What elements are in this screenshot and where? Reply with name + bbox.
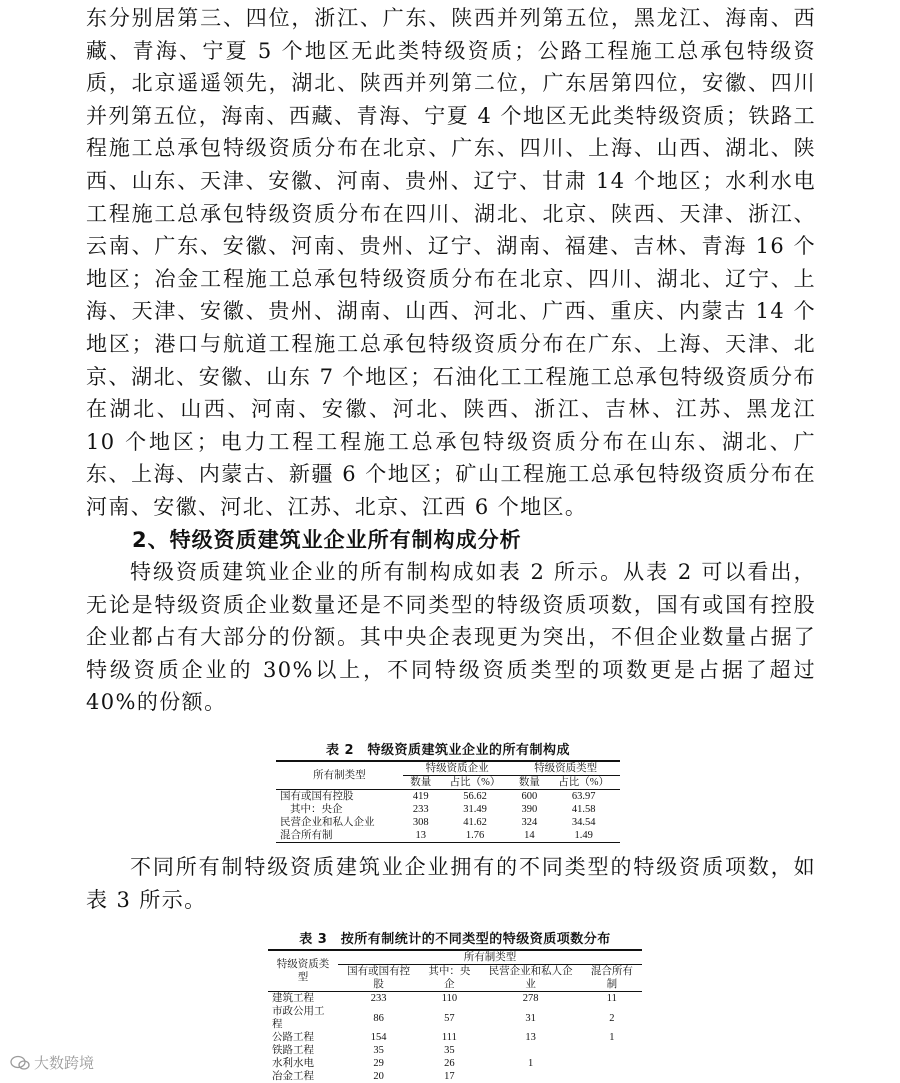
table-cell: 41.62 (463, 817, 487, 829)
table-cell: 1.76 (465, 830, 485, 842)
column-header: 国有或国有控股 (338, 965, 419, 992)
column-header: 占比（%） (547, 776, 620, 790)
column-header: 数量 (511, 776, 547, 790)
column-header: 民营企业和私人企业 (480, 965, 582, 992)
table-cell: 13 (415, 830, 427, 842)
table-row (268, 1031, 642, 1044)
table-cell: 56.62 (463, 791, 487, 803)
qualification-distribution-table (268, 949, 642, 1083)
table-cell: 1 (609, 1032, 615, 1044)
table-row (276, 829, 620, 843)
table-cell: 308 (412, 817, 429, 829)
table-row (276, 803, 620, 816)
row-label: 铁路工程 (272, 1045, 314, 1057)
row-label: 建筑工程 (272, 993, 314, 1005)
section-heading: 2、特级资质建筑业企业所有制构成分析 (132, 527, 522, 552)
table-cell: 34.54 (571, 817, 596, 829)
table-cell: 1.49 (574, 830, 593, 842)
column-group-header: 所有制类型 (338, 950, 642, 965)
table-cell: 86 (373, 1012, 384, 1024)
table-cell: 35 (373, 1045, 384, 1057)
table-cell: 600 (521, 791, 538, 803)
table-cell: 17 (444, 1071, 455, 1083)
table-cell: 35 (444, 1045, 455, 1057)
table-cell: 31.49 (463, 804, 487, 816)
column-header: 所有制类型 (276, 761, 403, 790)
table-cell: 26 (444, 1058, 455, 1070)
row-label: 水利水电 (272, 1058, 314, 1070)
table-cell: 324 (521, 817, 538, 829)
table-cell: 31 (525, 1012, 536, 1024)
table-cell: 29 (373, 1058, 384, 1070)
table-cell: 14 (524, 830, 535, 842)
table-cell: 20 (373, 1071, 384, 1083)
table-cell (582, 1070, 642, 1083)
table-caption: 表 2 特级资质建筑业企业的所有制构成 (325, 743, 571, 759)
column-header: 特级资质类型 (268, 950, 338, 992)
table-row (268, 1070, 642, 1083)
body-paragraph: 东分别居第三、四位，浙江、广东、陕西并列第五位，黑龙江、海南、西藏、青海、宁夏 5 个地区无此类特级资质；公路工程施工总承包特级资质，北京遥遥领先，湖北、陕西并列第二位，广东居第四位，安徽、四川并列第五位，海南、西藏、青海、宁夏 4 个地区无此类特级资质；铁路工程施工总承包特级资质分布在北京、广东、四川、上海、山西、湖北、陕西、山东、天津、安徽、河南、贵州、辽宁、甘肃 14 个地区；水利水电工程施工总承包特级资质分布在四川、湖北、北京、陕西、天津、浙江、云南、广东、安徽、河南、贵州、辽宁、湖南、福建、吉林、青海 16 个地区；冶金工程施工总承包特级资质分布在北京、四川、湖北、辽宁、上海、天津、安徽、贵州、湖南、山西、河北、广西、重庆、内蒙古 14 个地区；港口与航道工程施工总承包特级资质分布在广东、上海、天津、北京、湖北、安徽、山东 7 个地区；石油化工工程施工总承包特级资质分布在湖北、山西、河南、安徽、河北、陕西、浙江、吉林、江苏、黑龙江 10 个地区；电力工程工程施工总承包特级资质分布在山东、湖北、广东、上海、内蒙古、新疆 6 个地区；矿山工程施工总承包特级资质分布在河南、安徽、河北、江苏、北京、江西 6 个地区。 (86, 6, 816, 519)
table-cell: 111 (441, 1032, 457, 1044)
watermark-text: 大数跨境 (34, 1054, 95, 1072)
table-cell: 110 (441, 993, 458, 1005)
table-cell (480, 1044, 582, 1057)
row-label: 公路工程 (272, 1032, 314, 1044)
column-group-header: 特级资质类型 (511, 761, 620, 776)
ownership-table (276, 760, 620, 843)
column-header: 数量 (403, 776, 439, 790)
table-row (268, 1057, 642, 1070)
table-cell (582, 1044, 642, 1057)
document-page (86, 2, 816, 1083)
table-row (268, 1044, 642, 1057)
row-label: 冶金工程 (272, 1071, 314, 1083)
row-label: 其中：央企 (290, 804, 343, 816)
table-cell: 63.97 (571, 791, 596, 803)
table-cell: 278 (522, 993, 539, 1005)
row-label: 混合所有制 (280, 830, 333, 842)
table-caption: 表 3 按所有制统计的不同类型的特级资质项数分布 (299, 932, 611, 948)
table-cell: 1 (528, 1058, 534, 1070)
table-row (276, 790, 620, 804)
table-2 (276, 739, 620, 843)
column-header: 混合所有制 (582, 965, 642, 992)
table-cell: 233 (370, 993, 387, 1005)
column-header: 占比（%） (439, 776, 512, 790)
table-3 (268, 928, 642, 1083)
table-cell: 57 (444, 1012, 455, 1024)
table-cell: 419 (412, 791, 429, 803)
column-header: 其中：央企 (419, 965, 479, 992)
table-row (276, 816, 620, 829)
row-label: 市政公用工程 (272, 1006, 325, 1031)
table-row (268, 992, 642, 1006)
body-paragraph: 不同所有制特级资质建筑业企业拥有的不同类型的特级资质项数，如表 3 所示。 (86, 855, 816, 912)
table-cell (480, 1070, 582, 1083)
table-cell (582, 1057, 642, 1070)
row-label: 民营企业和私人企业 (280, 817, 375, 829)
table-cell: 233 (412, 804, 429, 816)
column-group-header: 特级资质企业 (403, 761, 512, 776)
table-cell: 41.58 (571, 804, 596, 816)
body-paragraph: 特级资质建筑业企业的所有制构成如表 2 所示。从表 2 可以看出，无论是特级资质企业数量还是不同类型的特级资质项数，国有或国有控股企业都占有大部分的份额。其中央企表现更为突出，不但企业数量占据了特级资质企业的 30%以上，不同特级资质类型的项数更是占据了超过 40%的份额。 (86, 560, 816, 715)
table-row (268, 1005, 642, 1031)
table-cell: 390 (521, 804, 538, 816)
table-cell: 2 (609, 1012, 615, 1024)
watermark (10, 1052, 94, 1073)
row-label: 国有或国有控股 (280, 791, 354, 803)
chat-bubble-icon (10, 1055, 30, 1071)
table-cell: 154 (370, 1032, 387, 1044)
table-cell: 13 (525, 1032, 536, 1044)
table-cell: 11 (606, 993, 617, 1005)
